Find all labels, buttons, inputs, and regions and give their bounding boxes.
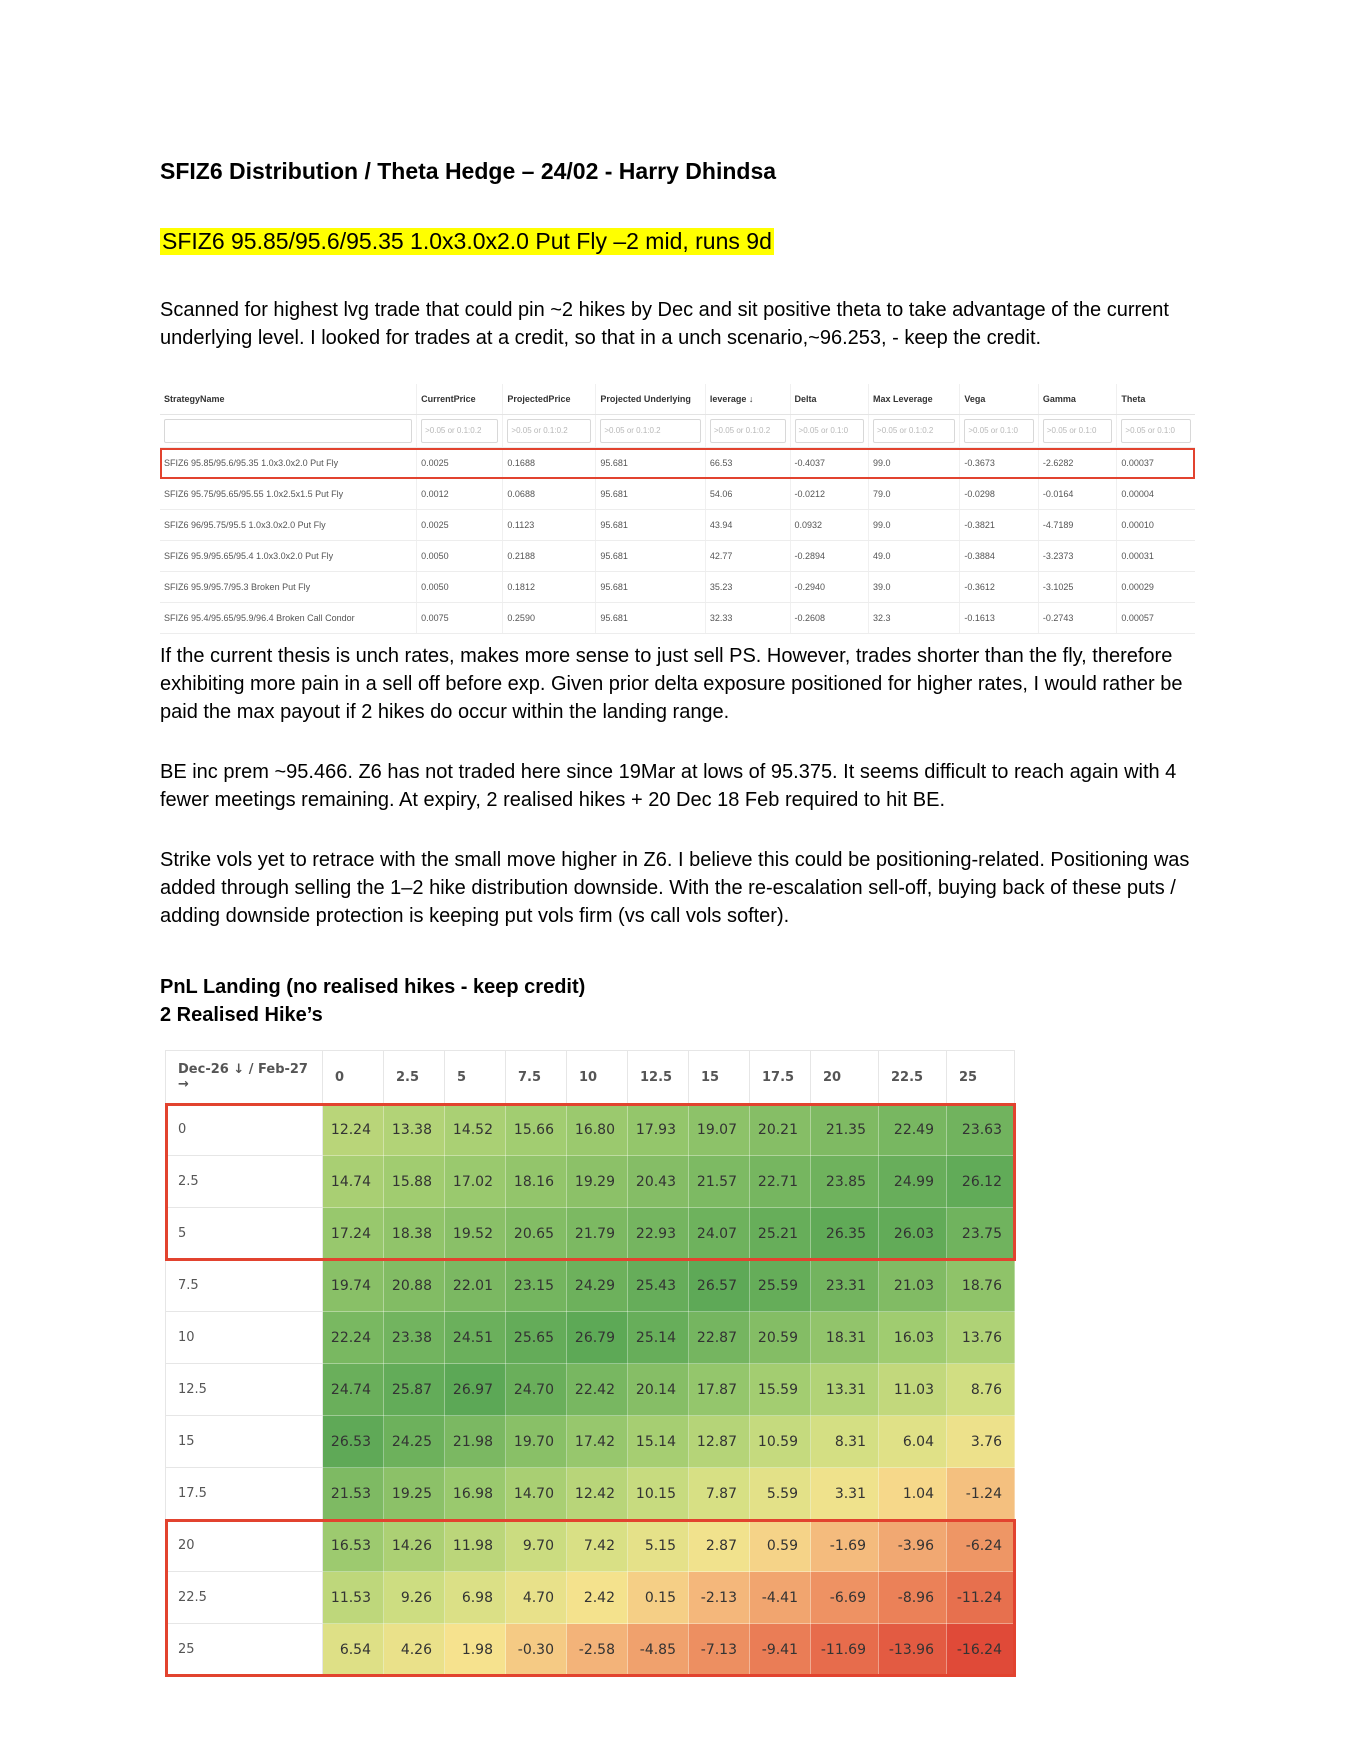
pnl-cell: 21.53	[323, 1468, 384, 1520]
strategy-filter-input[interactable]: >0.05 or 0.1:0	[795, 419, 865, 443]
pnl-cell: 19.29	[567, 1156, 628, 1208]
pnl-cell: 0.15	[628, 1572, 689, 1624]
pnl-cell: 21.79	[567, 1208, 628, 1260]
strategy-cell: -4.7189	[1038, 510, 1117, 541]
strategy-cell: 35.23	[705, 572, 790, 603]
pnl-cell: 0.59	[750, 1520, 811, 1572]
strategy-cell: 95.681	[596, 603, 706, 634]
pnl-cell: 15.66	[506, 1104, 567, 1156]
pnl-row-label: 22.5	[166, 1572, 323, 1624]
strategy-filter-cell	[417, 415, 503, 448]
strategy-filter-cell	[960, 415, 1039, 448]
pnl-cell: -7.13	[689, 1624, 750, 1676]
strategy-cell: 54.06	[705, 479, 790, 510]
pnl-cell: 24.07	[689, 1208, 750, 1260]
document-title: SFIZ6 Distribution / Theta Hedge – 24/02 - Harry Dhindsa	[160, 158, 777, 184]
pnl-row-label: 15	[166, 1416, 323, 1468]
strategy-row[interactable]	[160, 572, 1195, 603]
strategy-cell: 0.00004	[1117, 479, 1195, 510]
strategy-cell: 0.0025	[417, 510, 503, 541]
pnl-cell: 17.02	[445, 1156, 506, 1208]
pnl-cell: -16.24	[947, 1624, 1015, 1676]
pnl-column-header: 15	[689, 1051, 750, 1104]
strategy-filter-cell	[1117, 415, 1195, 448]
pnl-row-label: 25	[166, 1624, 323, 1676]
pnl-column-header: 20	[811, 1051, 879, 1104]
pnl-cell: 26.97	[445, 1364, 506, 1416]
pnl-cell: 7.87	[689, 1468, 750, 1520]
pnl-cell: -6.24	[947, 1520, 1015, 1572]
strategy-filter-input[interactable]: >0.05 or 0.1:0	[1121, 419, 1191, 443]
pnl-cell: 10.59	[750, 1416, 811, 1468]
pnl-cell: 8.31	[811, 1416, 879, 1468]
pnl-cell: -11.69	[811, 1624, 879, 1676]
pnl-cell: 14.26	[384, 1520, 445, 1572]
pnl-cell: 22.42	[567, 1364, 628, 1416]
paragraph-text: Strike vols yet to retrace with the small move higher in Z6. I believe this could be positioning-related. Positioning was added through selling the 1–2 hike distribution downside. With the re-escalation sell-off, buying back of these puts / adding downside protection is keeping put vols firm (vs call vols softer).	[160, 849, 1190, 927]
pnl-cell: 4.70	[506, 1572, 567, 1624]
pnl-heatmap	[165, 1050, 1015, 1676]
strategy-cell: 43.94	[705, 510, 790, 541]
strategy-cell: -0.3612	[960, 572, 1039, 603]
strategy-cell: -0.2940	[790, 572, 869, 603]
pnl-cell: 12.42	[567, 1468, 628, 1520]
pnl-cell: 18.38	[384, 1208, 445, 1260]
pnl-cell: 8.76	[947, 1364, 1015, 1416]
pnl-cell: -13.96	[879, 1624, 947, 1676]
strategy-cell: 0.0688	[503, 479, 596, 510]
strategy-filter-input[interactable]	[164, 419, 412, 443]
pnl-cell: 22.71	[750, 1156, 811, 1208]
pnl-column-header: 17.5	[750, 1051, 811, 1104]
pnl-cell: 26.79	[567, 1312, 628, 1364]
strategy-cell: -0.2608	[790, 603, 869, 634]
strategy-cell: 0.0012	[417, 479, 503, 510]
pnl-cell: 22.87	[689, 1312, 750, 1364]
strategy-cell: 0.0050	[417, 572, 503, 603]
pnl-cell: 1.98	[445, 1624, 506, 1676]
pnl-row	[166, 1312, 1015, 1364]
pnl-row	[166, 1416, 1015, 1468]
strategy-cell: 79.0	[869, 479, 960, 510]
pnl-column-header: 10	[567, 1051, 628, 1104]
strategy-cell: SFIZ6 95.75/95.65/95.55 1.0x2.5x1.5 Put Fly	[160, 479, 417, 510]
paragraph-text: Scanned for highest lvg trade that could pin ~2 hikes by Dec and sit positive theta to take advantage of the current underlying level. I looked for trades at a credit, so that in a unch scenario,~96.253, - keep the credit.	[160, 299, 1169, 349]
strategy-filter-input[interactable]: >0.05 or 0.1:0	[1043, 419, 1113, 443]
pnl-column-header: 25	[947, 1051, 1015, 1104]
pnl-cell: 26.57	[689, 1260, 750, 1312]
pnl-cell: 11.03	[879, 1364, 947, 1416]
pnl-cell: 24.29	[567, 1260, 628, 1312]
pnl-cell: 20.59	[750, 1312, 811, 1364]
pnl-row	[166, 1572, 1015, 1624]
pnl-row	[166, 1468, 1015, 1520]
pnl-cell: 21.03	[879, 1260, 947, 1312]
strategy-cell: 0.0932	[790, 510, 869, 541]
strategy-cell: 32.3	[869, 603, 960, 634]
strategy-column-header[interactable]: Theta	[1117, 384, 1195, 415]
pnl-row	[166, 1156, 1015, 1208]
pnl-cell: 16.80	[567, 1104, 628, 1156]
pnl-cell: 24.25	[384, 1416, 445, 1468]
strategy-filter-row	[160, 415, 1195, 448]
pnl-cell: 20.65	[506, 1208, 567, 1260]
pnl-cell: 23.85	[811, 1156, 879, 1208]
strategy-filter-cell	[869, 415, 960, 448]
pnl-row-label: 12.5	[166, 1364, 323, 1416]
pnl-cell: 25.87	[384, 1364, 445, 1416]
pnl-cell: 15.14	[628, 1416, 689, 1468]
pnl-row-label: 10	[166, 1312, 323, 1364]
pnl-cell: 7.42	[567, 1520, 628, 1572]
pnl-cell: 23.31	[811, 1260, 879, 1312]
strategy-cell: 95.681	[596, 479, 706, 510]
pnl-column-header: 0	[323, 1051, 384, 1104]
pnl-cell: 14.52	[445, 1104, 506, 1156]
pnl-row-label: 7.5	[166, 1260, 323, 1312]
pnl-cell: 14.70	[506, 1468, 567, 1520]
pnl-row-label: 0	[166, 1104, 323, 1156]
pnl-row	[166, 1104, 1015, 1156]
pnl-cell: 2.42	[567, 1572, 628, 1624]
strategy-cell: SFIZ6 95.9/95.65/95.4 1.0x3.0x2.0 Put Fly	[160, 541, 417, 572]
pnl-cell: 1.04	[879, 1468, 947, 1520]
pnl-cell: 14.74	[323, 1156, 384, 1208]
pnl-cell: 21.57	[689, 1156, 750, 1208]
pnl-cell: 19.07	[689, 1104, 750, 1156]
pnl-cell: 19.25	[384, 1468, 445, 1520]
pnl-row-label: 5	[166, 1208, 323, 1260]
pnl-heatmap-header	[166, 1051, 1015, 1104]
pnl-cell: 16.03	[879, 1312, 947, 1364]
strategy-filter-input[interactable]: >0.05 or 0.1:0	[964, 419, 1034, 443]
pnl-cell: 6.04	[879, 1416, 947, 1468]
strategy-cell: 0.0075	[417, 603, 503, 634]
pnl-row	[166, 1208, 1015, 1260]
pnl-cell: 25.43	[628, 1260, 689, 1312]
pnl-cell: 19.74	[323, 1260, 384, 1312]
pnl-heading-hikes: 2 Realised Hike’s	[160, 1004, 323, 1026]
pnl-cell: 26.35	[811, 1208, 879, 1260]
pnl-row	[166, 1260, 1015, 1312]
pnl-cell: 22.93	[628, 1208, 689, 1260]
pnl-cell: -1.69	[811, 1520, 879, 1572]
strategy-column-header[interactable]: StrategyName	[160, 384, 417, 415]
strategy-row[interactable]	[160, 448, 1195, 479]
pnl-cell: 25.14	[628, 1312, 689, 1364]
strategy-cell: 0.00057	[1117, 603, 1195, 634]
pnl-cell: 24.51	[445, 1312, 506, 1364]
strategy-cell: -0.3673	[960, 448, 1039, 479]
paragraph-scan	[160, 296, 1200, 352]
pnl-cell: 6.54	[323, 1624, 384, 1676]
strategy-column-header[interactable]: ProjectedPrice	[503, 384, 596, 415]
strategy-cell: -0.0298	[960, 479, 1039, 510]
pnl-cell: 15.88	[384, 1156, 445, 1208]
pnl-cell: 17.87	[689, 1364, 750, 1416]
pnl-cell: -2.58	[567, 1624, 628, 1676]
strategy-cell: 0.0025	[417, 448, 503, 479]
strategy-cell: 0.00031	[1117, 541, 1195, 572]
strategy-cell: SFIZ6 95.9/95.7/95.3 Broken Put Fly	[160, 572, 417, 603]
pnl-cell: 21.35	[811, 1104, 879, 1156]
strategy-cell: SFIZ6 95.85/95.6/95.35 1.0x3.0x2.0 Put Fly	[160, 448, 417, 479]
strategy-cell: 0.2590	[503, 603, 596, 634]
pnl-cell: 20.88	[384, 1260, 445, 1312]
strategy-cell: -0.3884	[960, 541, 1039, 572]
pnl-cell: 17.24	[323, 1208, 384, 1260]
pnl-cell: 23.75	[947, 1208, 1015, 1260]
pnl-cell: 23.63	[947, 1104, 1015, 1156]
strategy-table-header	[160, 384, 1195, 415]
strategy-cell: SFIZ6 95.4/95.65/95.9/96.4 Broken Call Condor	[160, 603, 417, 634]
strategy-row[interactable]	[160, 479, 1195, 510]
strategy-filter-cell	[160, 415, 417, 448]
strategy-cell: -3.2373	[1038, 541, 1117, 572]
pnl-cell: -6.69	[811, 1572, 879, 1624]
paragraph-text: If the current thesis is unch rates, makes more sense to just sell PS. However, trades shorter than the fly, therefore exhibiting more pain in a sell off before exp. Given prior delta exposure positioned for higher rates, I would rather be paid the max payout if 2 hikes do occur within the landing range.	[160, 645, 1183, 723]
pnl-cell: 23.15	[506, 1260, 567, 1312]
pnl-cell: 9.26	[384, 1572, 445, 1624]
pnl-cell: 25.59	[750, 1260, 811, 1312]
strategy-cell: 0.00029	[1117, 572, 1195, 603]
pnl-cell: 19.70	[506, 1416, 567, 1468]
pnl-cell: 9.70	[506, 1520, 567, 1572]
strategy-cell: -0.4037	[790, 448, 869, 479]
pnl-heading-landing: PnL Landing (no realised hikes - keep credit)	[160, 976, 586, 998]
strategy-cell: -0.0164	[1038, 479, 1117, 510]
pnl-cell: 6.98	[445, 1572, 506, 1624]
paragraph-breakeven	[160, 758, 1200, 814]
strategy-row[interactable]	[160, 541, 1195, 572]
strategy-cell: 95.681	[596, 572, 706, 603]
strategy-cell: -0.0212	[790, 479, 869, 510]
strategy-filter-input[interactable]: >0.05 or 0.1:0.2	[710, 419, 786, 443]
strategy-column-header[interactable]: leverage ↓	[705, 384, 790, 415]
pnl-cell: -11.24	[947, 1572, 1015, 1624]
pnl-column-header: 7.5	[506, 1051, 567, 1104]
pnl-row	[166, 1520, 1015, 1572]
pnl-cell: 15.59	[750, 1364, 811, 1416]
strategy-row[interactable]	[160, 510, 1195, 541]
pnl-corner-label: Dec-26 ↓ / Feb-27 →	[166, 1051, 323, 1104]
pnl-column-header: 5	[445, 1051, 506, 1104]
pnl-column-header: 12.5	[628, 1051, 689, 1104]
pnl-cell: -1.24	[947, 1468, 1015, 1520]
pnl-cell: 3.76	[947, 1416, 1015, 1468]
strategy-column-header[interactable]: CurrentPrice	[417, 384, 503, 415]
strategy-table	[160, 384, 1195, 634]
strategy-column-header[interactable]: Max Leverage	[869, 384, 960, 415]
strategy-filter-input[interactable]: >0.05 or 0.1:0.2	[600, 419, 701, 443]
strategy-filter-cell	[596, 415, 706, 448]
pnl-cell: 3.31	[811, 1468, 879, 1520]
strategy-cell: -0.2894	[790, 541, 869, 572]
pnl-row-label: 17.5	[166, 1468, 323, 1520]
strategy-cell: 0.0050	[417, 541, 503, 572]
strategy-cell: 99.0	[869, 448, 960, 479]
pnl-cell: 13.76	[947, 1312, 1015, 1364]
pnl-column-header: 2.5	[384, 1051, 445, 1104]
pnl-cell: 12.24	[323, 1104, 384, 1156]
pnl-cell: 5.59	[750, 1468, 811, 1520]
pnl-cell: -2.13	[689, 1572, 750, 1624]
pnl-cell: -9.41	[750, 1624, 811, 1676]
paragraph-text: BE inc prem ~95.466. Z6 has not traded here since 19Mar at lows of 95.375. It seems difficult to reach again with 4 fewer meetings remaining. At expiry, 2 realised hikes + 20 Dec 18 Feb required to hit BE.	[160, 761, 1177, 811]
pnl-row-label: 20	[166, 1520, 323, 1572]
strategy-cell: SFIZ6 96/95.75/95.5 1.0x3.0x2.0 Put Fly	[160, 510, 417, 541]
pnl-cell: 10.15	[628, 1468, 689, 1520]
strategy-filter-cell	[705, 415, 790, 448]
strategy-cell: 0.2188	[503, 541, 596, 572]
strategy-cell: 0.1123	[503, 510, 596, 541]
pnl-cell: 4.26	[384, 1624, 445, 1676]
pnl-cell: -4.85	[628, 1624, 689, 1676]
trade-subtitle: SFIZ6 95.85/95.6/95.35 1.0x3.0x2.0 Put Fly –2 mid, runs 9d	[162, 228, 772, 254]
pnl-cell: 19.52	[445, 1208, 506, 1260]
pnl-row	[166, 1624, 1015, 1676]
pnl-cell: 25.65	[506, 1312, 567, 1364]
strategy-cell: -0.1613	[960, 603, 1039, 634]
pnl-cell: 18.76	[947, 1260, 1015, 1312]
pnl-cell: 11.53	[323, 1572, 384, 1624]
pnl-cell: 25.21	[750, 1208, 811, 1260]
strategy-cell: 66.53	[705, 448, 790, 479]
pnl-cell: 5.15	[628, 1520, 689, 1572]
pnl-cell: 22.24	[323, 1312, 384, 1364]
strategy-cell: 42.77	[705, 541, 790, 572]
pnl-cell: 12.87	[689, 1416, 750, 1468]
strategy-cell: -2.6282	[1038, 448, 1117, 479]
strategy-column-header[interactable]: Vega	[960, 384, 1039, 415]
strategy-filter-cell	[1038, 415, 1117, 448]
strategy-cell: 32.33	[705, 603, 790, 634]
pnl-cell: 13.38	[384, 1104, 445, 1156]
strategy-cell: 39.0	[869, 572, 960, 603]
pnl-cell: 26.03	[879, 1208, 947, 1260]
strategy-column-header[interactable]: Projected Underlying	[596, 384, 706, 415]
pnl-cell: -0.30	[506, 1624, 567, 1676]
pnl-cell: 2.87	[689, 1520, 750, 1572]
strategy-cell: 99.0	[869, 510, 960, 541]
pnl-cell: 17.42	[567, 1416, 628, 1468]
pnl-cell: 17.93	[628, 1104, 689, 1156]
strategy-cell: -0.2743	[1038, 603, 1117, 634]
pnl-cell: 20.21	[750, 1104, 811, 1156]
strategy-cell: 49.0	[869, 541, 960, 572]
pnl-cell: 16.53	[323, 1520, 384, 1572]
strategy-filter-cell	[790, 415, 869, 448]
strategy-cell: -0.3821	[960, 510, 1039, 541]
strategy-column-header[interactable]: Delta	[790, 384, 869, 415]
strategy-cell: 0.1688	[503, 448, 596, 479]
pnl-cell: 21.98	[445, 1416, 506, 1468]
strategy-cell: 95.681	[596, 510, 706, 541]
pnl-cell: 24.74	[323, 1364, 384, 1416]
pnl-cell: 26.53	[323, 1416, 384, 1468]
strategy-cell: 95.681	[596, 448, 706, 479]
strategy-cell: 0.1812	[503, 572, 596, 603]
pnl-cell: 13.31	[811, 1364, 879, 1416]
pnl-cell: 23.38	[384, 1312, 445, 1364]
strategy-cell: 95.681	[596, 541, 706, 572]
strategy-filter-input[interactable]: >0.05 or 0.1:0.2	[421, 419, 498, 443]
strategy-row[interactable]	[160, 603, 1195, 634]
pnl-cell: -4.41	[750, 1572, 811, 1624]
paragraph-vols	[160, 846, 1200, 930]
strategy-cell: -3.1025	[1038, 572, 1117, 603]
pnl-column-header: 22.5	[879, 1051, 947, 1104]
pnl-cell: 11.98	[445, 1520, 506, 1572]
pnl-cell: 22.49	[879, 1104, 947, 1156]
pnl-cell: 26.12	[947, 1156, 1015, 1208]
pnl-row	[166, 1364, 1015, 1416]
pnl-cell: 24.99	[879, 1156, 947, 1208]
pnl-cell: 18.31	[811, 1312, 879, 1364]
pnl-cell: 22.01	[445, 1260, 506, 1312]
pnl-row-label: 2.5	[166, 1156, 323, 1208]
pnl-cell: 20.43	[628, 1156, 689, 1208]
pnl-cell: 18.16	[506, 1156, 567, 1208]
strategy-filter-cell	[503, 415, 596, 448]
pnl-cell: 20.14	[628, 1364, 689, 1416]
pnl-cell: -8.96	[879, 1572, 947, 1624]
pnl-cell: 16.98	[445, 1468, 506, 1520]
strategy-filter-input[interactable]: >0.05 or 0.1:0.2	[507, 419, 591, 443]
pnl-cell: 24.70	[506, 1364, 567, 1416]
strategy-cell: 0.00037	[1117, 448, 1195, 479]
pnl-cell: -3.96	[879, 1520, 947, 1572]
strategy-filter-input[interactable]: >0.05 or 0.1:0.2	[873, 419, 955, 443]
paragraph-thesis	[160, 642, 1200, 726]
strategy-cell: 0.00010	[1117, 510, 1195, 541]
strategy-column-header[interactable]: Gamma	[1038, 384, 1117, 415]
